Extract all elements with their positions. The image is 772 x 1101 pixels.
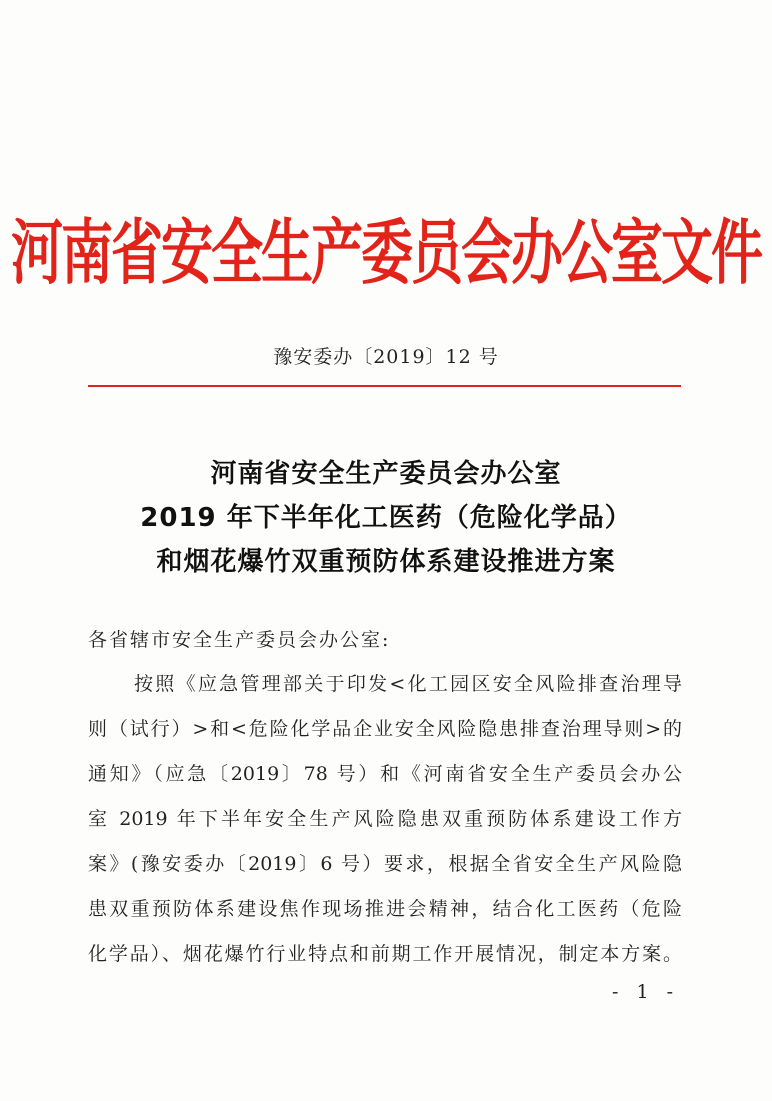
document-title [0,452,772,584]
title-line-1: 河南省安全生产委员会办公室 [210,459,562,489]
body-line-2: 则（试行）>和<危险化学品企业安全风险隐患排查治理导则>的 [88,718,682,740]
body-paragraph [88,662,682,977]
body-line-6: 患双重预防体系建设焦作现场推进会精神，结合化工医药（危险 [88,898,682,920]
body-line-1: 按照《应急管理部关于印发<化工园区安全风险排查治理导 [134,673,682,695]
addressee-line: 各省辖市安全生产委员会办公室: [88,629,391,651]
title-line-2: 2019 年下半年化工医药（危险化学品） [140,503,632,533]
document-number: 豫安委办〔2019〕12 号 [273,346,499,368]
red-divider-line [88,385,681,387]
body-line-7: 化学品）、烟花爆竹行业特点和前期工作开展情况，制定本方案。 [88,943,682,965]
body-line-5: 案》(豫安委办〔2019〕6 号）要求，根据全省安全生产风险隐 [88,853,682,875]
document-masthead: 河南省安全生产委员会办公室文件 [10,213,761,295]
page-number: - 1 - [612,981,680,1003]
body-line-3: 通知》（应急〔2019〕78 号）和《河南省安全生产委员会办公 [88,763,682,785]
body-line-4: 室 2019 年下半年安全生产风险隐患双重预防体系建设工作方 [88,808,682,830]
title-line-3: 和烟花爆竹双重预防体系建设推进方案 [156,547,616,577]
